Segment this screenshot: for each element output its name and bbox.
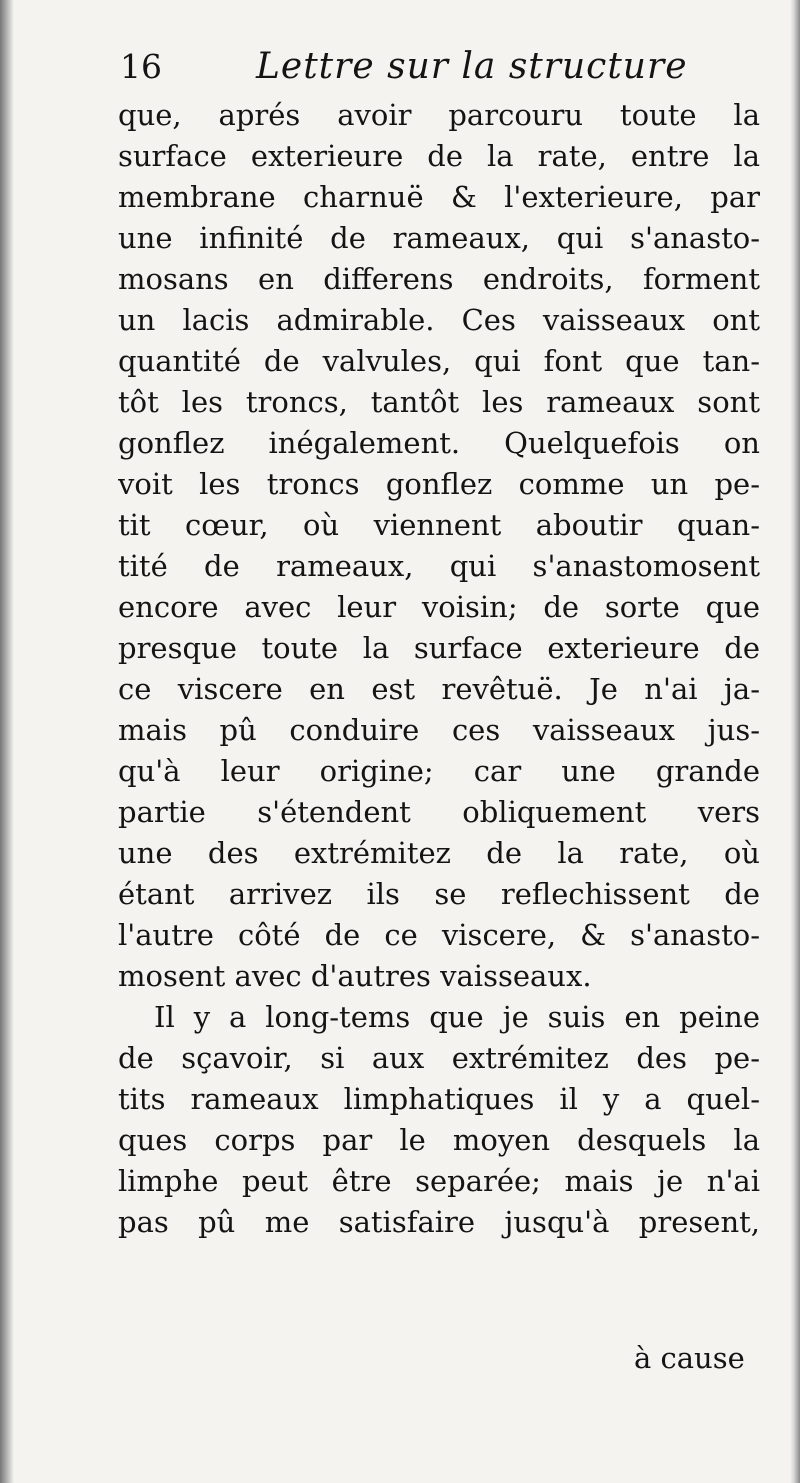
text-line: tité de rameaux, qui s'anastomosent — [118, 549, 760, 583]
text-line: voit les troncs gonflez comme un pe- — [118, 467, 760, 501]
text-line: mais pû conduire ces vaisseaux jus- — [118, 713, 760, 747]
running-head — [120, 42, 760, 92]
text-line: partie s'étendent obliquement vers — [118, 795, 760, 829]
page-number: 16 — [120, 47, 162, 86]
text-line: pas pû me satisfaire jusqu'à present, — [118, 1205, 760, 1239]
text-line: presque toute la surface exterieure de — [118, 631, 760, 665]
running-title: Lettre sur la structure — [256, 46, 688, 87]
paragraph-end-line: mosent avec d'autres vaisseaux. — [118, 959, 592, 993]
text-line: ce viscere en est revêtuë. Je n'ai ja- — [118, 672, 760, 706]
text-line: que, aprés avoir parcouru toute la — [118, 98, 760, 132]
text-line: étant arrivez ils se reflechissent de — [118, 877, 760, 911]
text-line: tôt les troncs, tantôt les rameaux sont — [118, 385, 760, 419]
text-line: un lacis admirable. Ces vaisseaux ont — [118, 303, 760, 337]
text-line: une des extrémitez de la rate, où — [118, 836, 760, 870]
text-line: membrane charnuë & l'exterieure, par — [118, 180, 760, 214]
text-line: qu'à leur origine; car une grande — [118, 754, 760, 788]
text-line: l'autre côté de ce viscere, & s'anasto- — [118, 918, 760, 952]
paragraph-start-line: Il y a long-tems que je suis en peine — [154, 1000, 760, 1034]
text-line: ques corps par le moyen desquels la — [118, 1123, 760, 1157]
gutter-shadow — [0, 0, 14, 1483]
text-line: encore avec leur voisin; de sorte que — [118, 590, 760, 624]
text-line: tits rameaux limphatiques il y a quel- — [118, 1082, 760, 1116]
text-line: de sçavoir, si aux extrémitez des pe- — [118, 1041, 760, 1075]
text-line: une infinité de rameaux, qui s'anasto- — [118, 221, 760, 255]
page-edge-shadow — [790, 0, 800, 1483]
text-line: tit cœur, où viennent aboutir quan- — [118, 508, 760, 542]
text-line: mosans en differens endroits, forment — [118, 262, 760, 296]
catchword: à cause — [634, 1341, 745, 1375]
text-line: surface exterieure de la rate, entre la — [118, 139, 760, 173]
text-line: gonflez inégalement. Quelquefois on — [118, 426, 760, 460]
text-line: quantité de valvules, qui font que tan- — [118, 344, 760, 378]
body-text — [118, 95, 760, 1243]
text-line: limphe peut être separée; mais je n'ai — [118, 1164, 760, 1198]
